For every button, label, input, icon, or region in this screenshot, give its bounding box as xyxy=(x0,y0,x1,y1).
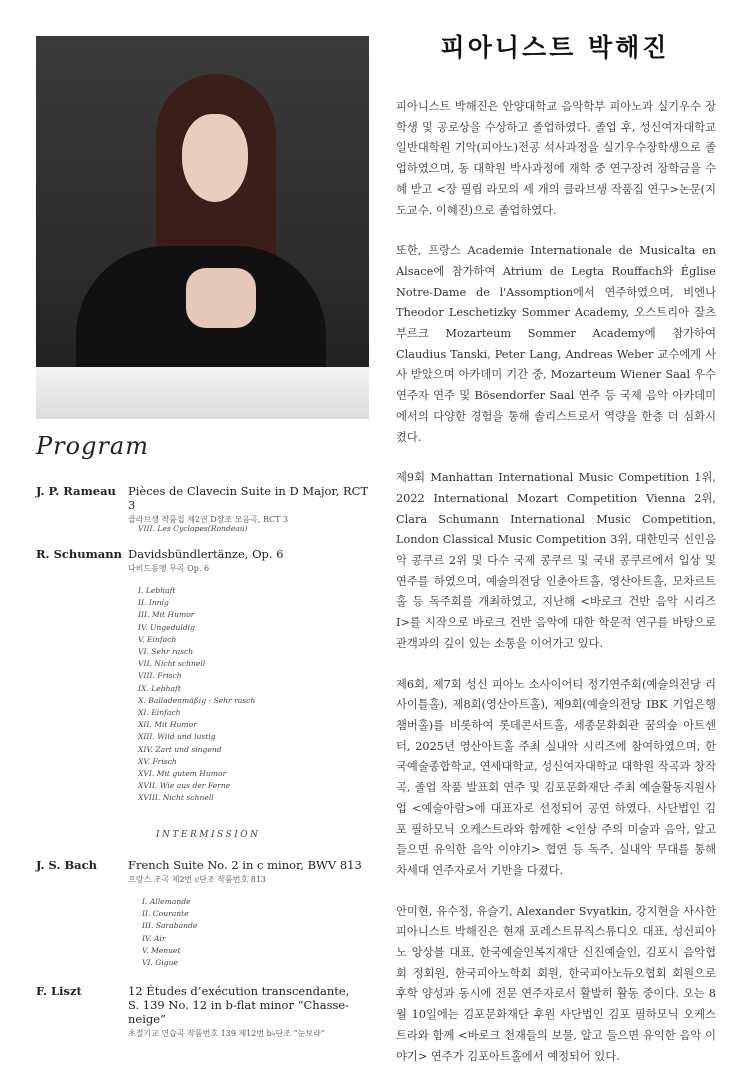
piece-title-line1: 12 Études d’exécution transcendante, xyxy=(128,984,350,998)
composer-name: R. Schumann xyxy=(36,547,122,561)
movement: III. Sarabande xyxy=(142,921,198,931)
movement: V. Menuet xyxy=(142,945,181,955)
portrait-face xyxy=(182,114,248,202)
movement: XVI. Mit gutem Humor xyxy=(138,769,227,779)
piece-title-text: Davidsbündlertänze, Op. 6 xyxy=(128,547,284,561)
movement: VIII. Les Cyclopes(Rondeau) xyxy=(138,524,248,533)
piece-title xyxy=(128,484,378,527)
bio-paragraph: 안미현, 유수정, 유슬기, Alexander Svyatkin, 강지현을 사사한 피아니스트 박해진은 현재 포레스트뮤직스튜디오 대표, 성신피아노 앙상블 대표, 한국예술인복지재단 신진예술인, 김포시 음악협회 정회원, 한국피아노학회 회원, 한국피아노듀오협회 회원으로 후학 양성과 동시에 전문 연주자로서 활발히 활동 중이다. 오는 8월 10일에는 김포문화재단 후원 사단법인 김포 필하모닉 오케스트라와 함께 <바로크 천재들의 보물, 알고 들으면 유익한 음악 이야기> 연주가 김포아트홀에서 예정되어 있다. xyxy=(396,904,716,1063)
piece-title xyxy=(128,984,378,1041)
movement: XI. Einfach xyxy=(138,708,181,718)
composer-name: J. S. Bach xyxy=(36,858,97,872)
piece-title-text: Pièces de Clavecin Suite in D Major, RCT 3 xyxy=(128,484,369,512)
intermission-label: INTERMISSION xyxy=(156,830,261,840)
portrait-table xyxy=(36,367,369,419)
movements-bach xyxy=(142,896,197,969)
movement: XIV. Zart und singend xyxy=(138,744,222,754)
piece-subtitle: 프랑스 조곡 제2번 c단조 작품번호 813 xyxy=(128,875,267,884)
movement: V. Einfach xyxy=(138,634,177,644)
movement: I. Allemande xyxy=(142,897,191,906)
composer-name: J. P. Rameau xyxy=(36,484,116,498)
movement: XII. Mit Humor xyxy=(138,720,197,730)
movement: IV. Air xyxy=(142,933,166,943)
page-title: 피아니스트 박해진 xyxy=(440,33,670,62)
piece-title-line2: S. 139 No. 12 in b-flat minor “Chasse-neige” xyxy=(128,998,350,1026)
portrait-hands xyxy=(186,268,256,328)
movement: IV. Ungeduldig xyxy=(138,622,195,632)
movements-schumann xyxy=(138,585,255,805)
movement: X. Balladenmäßig - Sehr rasch xyxy=(138,695,256,705)
piece-subtitle: 클라브생 작품집 제2권 D장조 모음곡, RCT 3 xyxy=(128,515,289,524)
piece-subtitle: 다비드동맹 무곡 Op. 6 xyxy=(128,564,210,573)
biography xyxy=(396,97,716,1087)
composer-name: F. Liszt xyxy=(36,984,82,998)
bio-paragraph: 또한, 프랑스 Academie Internationale de Musicalta en Alsace에 참가하여 Atrium de Legta Rouffach와 Église Notre-Dame de l'Assomption에서 연주하였으며, 비엔나 Theodor Leschetizky Sommer Academy, 오스트리아 잘츠부르크 Mozarteum Sommer Academy에 참가하여 Claudius Tanski, Peter Lang, Andreas Weber 교수에게 사사 받았으며 아카데미 기간 중, Mozarteum Wiener Saal 우수연주자 연주 및 Bösendorfer Saal 연주 등 국제 음악 아카데미에서의 다양한 경험을 통해 솔리스트로서 역량을 한층 더 심화시켰다. xyxy=(396,244,716,444)
movement: III. Mit Humor xyxy=(138,610,195,620)
bio-paragraph: 제9회 Manhattan International Music Competition 1위, 2022 International Mozart Competition Vienna 2위, Clara Schumann International Music Competition, London Classical Music Competition 3위, 대한민국 신인음악 콩쿠르 2위 및 다수 국제 콩쿠르 및 국내 콩쿠르에서 입상 및 연주를 하였으며, 예술의전당 인춘아트홀, 영산아트홀, 모차르트홀 등 독주회를 개최하였고, 지난해 <바로크 건반 음악 시리즈 I>를 시작으로 바로크 건반 음악에 대한 학문적 연구를 바탕으로 관객과의 깊이 있는 소통을 이어가고 있다. xyxy=(396,471,716,650)
piece-title xyxy=(128,858,378,887)
movement: II. Courante xyxy=(142,909,189,919)
bio-paragraph: 피아니스트 박해진은 안양대학교 음악학부 피아노과 실기우수 장학생 및 공로상을 수상하고 졸업하였다. 졸업 후, 성신여자대학교 일반대학원 기악(피아노)전공 석사과정을 실기우수장학생으로 졸업하였으며, 동 대학원 박사과정에 재학 중 연구장려 장학금을 수혜 받고 <장 필립 라모의 세 개의 클라브생 작품집 연구>논문(지도교수. 이혜진)으로 졸업하였다. xyxy=(396,100,716,217)
bio-paragraph: 제6회, 제7회 성신 피아노 소사이어티 정기연주회(예술의전당 리사이틀홀), 제8회(영산아트홀), 제9회(예술의전당 IBK 기업은행 챔버홀)를 비롯하여 롯데콘서트홀, 세종문화회관 꿈의숲 아트센터, 2025년 영산아트홀 주최 실내악 시리즈에 참여하였으며, 한국예술종합학교, 연세대학교, 성신여자대학교 대학원 작곡과 창작곡, 졸업 작품 발표회 연주 및 김포문화재단 주최 예술활동지원사업 <예술아람>에 대표자로 선정되어 공연 하였다. 사단법인 김포 필하모닉 오케스트라와 함께한 <인상 주의 미술과 음악, 알고 들으면 유익한 음악 이야기> 협연 등 독주, 실내악 무대를 통해 차세대 연주자로서 기반을 다졌다. xyxy=(396,677,716,877)
movement: XVII. Wie aus der Ferne xyxy=(138,781,231,791)
pianist-portrait-photo xyxy=(36,36,369,419)
piece-title xyxy=(128,547,378,576)
movement: IX. Lebhaft xyxy=(138,683,181,693)
movement: XV. Frisch xyxy=(138,756,177,766)
movement: XVIII. Nicht schnell xyxy=(138,793,214,803)
movement: II. Innig xyxy=(138,598,169,608)
piece-title-text: French Suite No. 2 in c minor, BWV 813 xyxy=(128,858,362,872)
movement: VIII. Frisch xyxy=(138,671,182,681)
piece-subtitle: 초절기교 연습곡 작품번호 139 제12번 b♭단조 “눈보라” xyxy=(128,1029,325,1038)
movement: VI. Sehr rasch xyxy=(138,647,194,657)
movement: XIII. Wild und lustig xyxy=(138,732,216,742)
program-heading: Program xyxy=(36,432,149,460)
movement: VII. Nicht schnell xyxy=(138,659,206,669)
movement: VI. Gigue xyxy=(142,958,179,968)
movement: I. Lebhaft xyxy=(138,586,176,595)
